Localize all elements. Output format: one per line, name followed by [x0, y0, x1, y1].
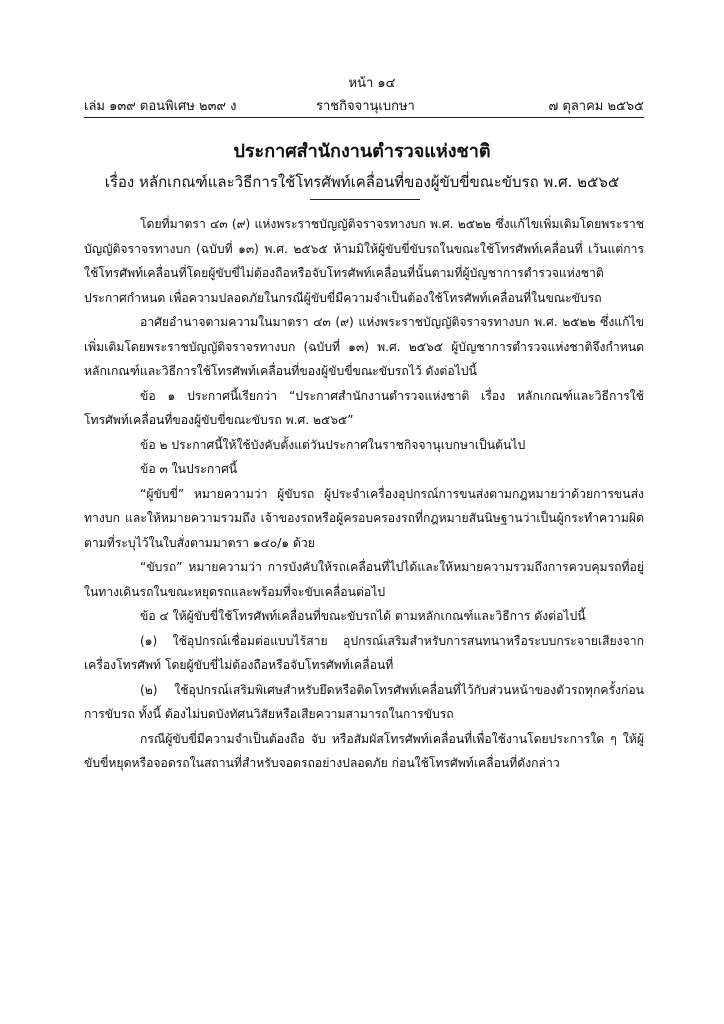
title-divider: [310, 199, 420, 200]
definition-driver: “ผู้ขับขี่” หมายความว่า ผู้ขับรถ ผู้ประจำเครื่องอุปกรณ์การขนส่งตามกฎหมายว่าด้วยการขนส่งทางบก และให้หมายความรวมถึง เจ้าของรถหรือผู้ครอบครองรถที่กฎหมายสันนิษฐานว่าเป็นผู้กระทำความผิดตามที่ระบุไว้ในใบสั่งตามมาตรา ๑๔๐/๑ ด้วย: [84, 486, 644, 550]
gazette-header: [84, 95, 644, 115]
clause-4-item-1: (๑) ใช้อุปกรณ์เชื่อมต่อแบบไร้สาย อุปกรณ์เสริมสำหรับการสนทนาหรือระบบกระจายเสียงจากเครื่องโทรศัพท์ โดยผู้ขับขี่ไม่ต้องถือหรือจับโทรศัพท์เคลื่อนที่: [84, 633, 644, 672]
paragraph-preamble: โดยที่มาตรา ๔๓ (๙) แห่งพระราชบัญญัติจราจรทางบก พ.ศ. ๒๕๒๒ ซึ่งแก้ไขเพิ่มเติมโดยพระราชบัญญัติจราจรทางบก (ฉบับที่ ๑๓) พ.ศ. ๒๕๖๕ ห้ามมิให้ผู้ขับขี่ขับรถในขณะใช้โทรศัพท์เคลื่อนที่ เว้นแต่การใช้โทรศัพท์เคลื่อนที่โดยผู้ขับขี่ไม่ต้องถือหรือจับโทรศัพท์เคลื่อนที่นั้นตามที่ผู้บัญชาการตำรวจแห่งชาติประกาศกำหนด เพื่อความปลอดภัยในกรณีผู้ขับขี่มีความจำเป็นต้องใช้โทรศัพท์เคลื่อนที่ในขณะขับรถ: [84, 217, 644, 305]
clause-4-exception: กรณีผู้ขับขี่มีความจำเป็นต้องถือ จับ หรือสัมผัสโทรศัพท์เคลื่อนที่เพื่อใช้งานโดยประการใด ๆ ให้ผู้ขับขี่หยุดหรือจอดรถในสถานที่สำหรับจอดรถอย่างปลอดภัย ก่อนใช้โทรศัพท์เคลื่อนที่ดังกล่าว: [84, 731, 644, 770]
clause-1: ข้อ ๑ ประกาศนี้เรียกว่า “ประกาศสำนักงานตำรวจแห่งชาติ เรื่อง หลักเกณฑ์และวิธีการใช้โทรศัพท์เคลื่อนที่ของผู้ขับขี่ขณะขับรถ พ.ศ. ๒๕๖๕”: [84, 388, 644, 427]
clause-2: ข้อ ๒ ประกาศนี้ให้ใช้บังคับตั้งแต่วันประกาศในราชกิจจานุเบกษาเป็นต้นไป: [140, 437, 526, 452]
header-divider: [84, 117, 644, 118]
paragraph-authority: อาศัยอำนาจตามความในมาตรา ๔๓ (๙) แห่งพระราชบัญญัติจราจรทางบก พ.ศ. ๒๕๒๒ ซึ่งแก้ไขเพิ่มเติมโดยพระราชบัญญัติจราจรทางบก (ฉบับที่ ๑๓) พ.ศ. ๒๕๖๕ ผู้บัญชาการตำรวจแห่งชาติจึงกำหนดหลักเกณฑ์และวิธีการใช้โทรศัพท์เคลื่อนที่ของผู้ขับขี่ขณะขับรถไว้ ดังต่อไปนี้: [84, 315, 644, 378]
document-subject: เรื่อง หลักเกณฑ์และวิธีการใช้โทรศัพท์เคลื่อนที่ของผู้ขับขี่ขณะขับรถ พ.ศ. ๒๕๖๕: [104, 173, 620, 191]
document-title: ประกาศสำนักงานตำรวจแห่งชาติ: [233, 141, 491, 162]
clause-3: ข้อ ๓ ในประกาศนี้: [140, 462, 238, 476]
definition-driving: “ขับรถ” หมายความว่า การบังคับให้รถเคลื่อนที่ไปได้และให้หมายความรวมถึงการควบคุมรถที่อยู่ในทางเดินรถในขณะหยุดรถและพร้อมที่จะขับเคลื่อนต่อไป: [84, 560, 644, 599]
clause-4-item-2: (๒) ใช้อุปกรณ์เสริมพิเศษสำหรับยึดหรือติดโทรศัพท์เคลื่อนที่ไว้กับส่วนหน้าของตัวรถทุกครั้งก่อนการขับรถ ทั้งนี้ ต้องไม่บดบังทัศนวิสัยหรือเสียความสามารถในการขับรถ: [84, 682, 644, 721]
document-body: [84, 212, 644, 776]
gazette-name: ราชกิจจานุเบกษา: [316, 99, 415, 114]
page-number: หน้า ๑๔: [348, 76, 396, 91]
clause-4: ข้อ ๔ ให้ผู้ขับขี่ใช้โทรศัพท์เคลื่อนที่ขณะขับรถได้ ตามหลักเกณฑ์และวิธีการ ดังต่อไปนี้: [140, 609, 586, 623]
gazette-date: ๗ ตุลาคม ๒๕๖๕: [548, 99, 644, 114]
gazette-volume: เล่ม ๑๓๙ ตอนพิเศษ ๒๓๙ ง: [84, 99, 237, 114]
